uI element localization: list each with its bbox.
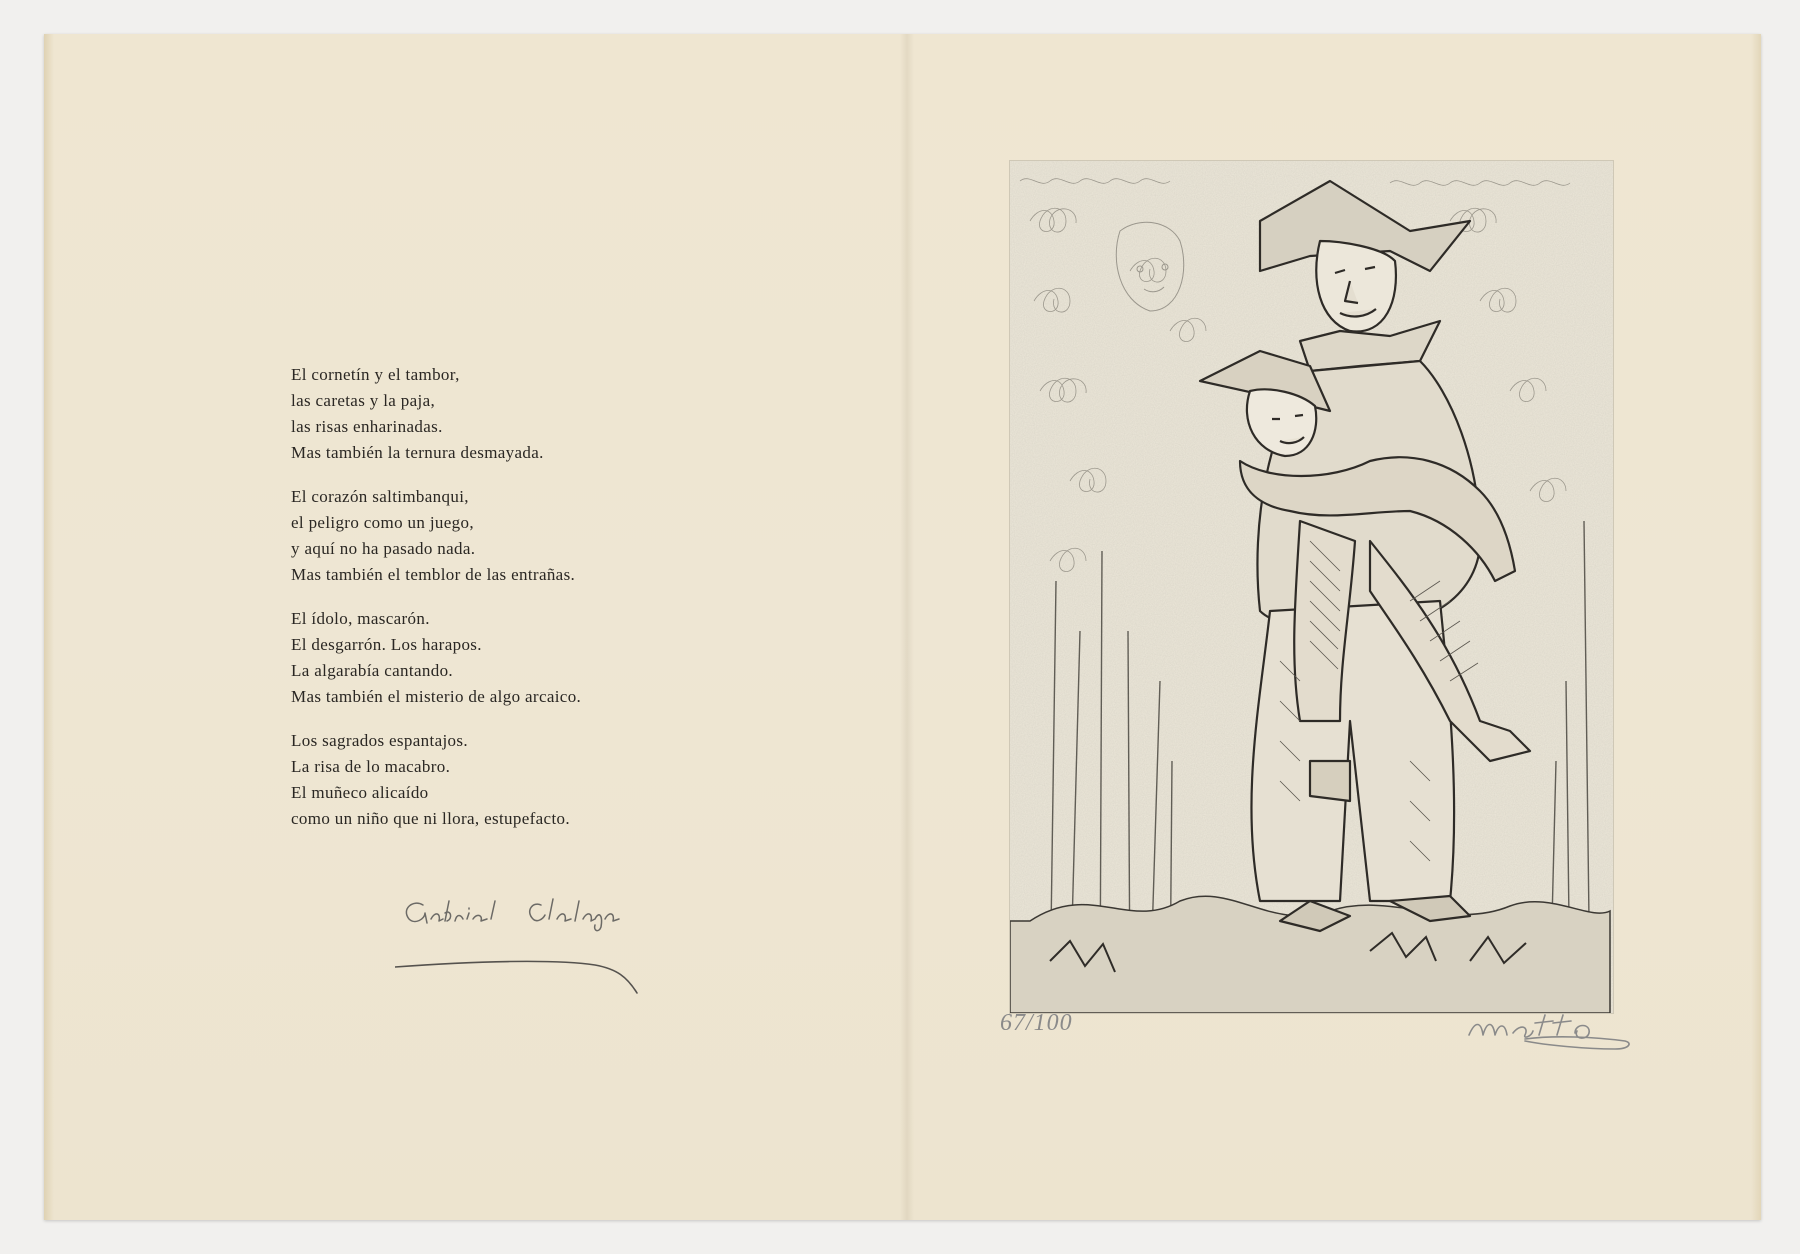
etching-drawing xyxy=(1010,161,1613,1013)
signature-underline xyxy=(395,961,637,993)
poem-stanza-3 xyxy=(291,606,731,710)
poem-text xyxy=(291,362,731,850)
poem-line: El desgarrón. Los harapos. xyxy=(291,635,482,654)
artist-signature xyxy=(1465,1005,1635,1057)
poem-line: y aquí no ha pasado nada. xyxy=(291,539,476,558)
poem-line: El ídolo, mascarón. xyxy=(291,609,430,628)
poem-line: El cornetín y el tambor, xyxy=(291,365,460,384)
poem-line: Mas también la ternura desmayada. xyxy=(291,443,544,462)
poem-line: las caretas y la paja, xyxy=(291,391,436,410)
poem-line: las risas enharinadas. xyxy=(291,417,443,436)
poet-signature-drawing xyxy=(395,875,735,1025)
poem-stanza-1 xyxy=(291,362,731,466)
poem-stanza-2 xyxy=(291,484,731,588)
right-deckle-edge xyxy=(1751,34,1761,1220)
poem-line: La risa de lo macabro. xyxy=(291,757,451,776)
left-deckle-edge xyxy=(44,34,54,1220)
book-gutter xyxy=(900,34,914,1220)
poem-line: Mas también el temblor de las entrañas. xyxy=(291,565,576,584)
poem-line: El corazón saltimbanqui, xyxy=(291,487,469,506)
poet-signature xyxy=(395,875,735,1025)
etching-illustration xyxy=(1009,160,1614,1014)
poem-line: La algarabía cantando. xyxy=(291,661,454,680)
poem-line: el peligro como un juego, xyxy=(291,513,474,532)
poem-stanza-4 xyxy=(291,728,731,832)
poem-line: Mas también el misterio de algo arcaico. xyxy=(291,687,582,706)
poem-line: Los sagrados espantajos. xyxy=(291,731,468,750)
edition-number: 67/100 xyxy=(1000,1010,1073,1036)
poem-line: El muñeco alicaído xyxy=(291,783,429,802)
poem-line: como un niño que ni llora, estupefacto. xyxy=(291,809,570,828)
artist-signature-drawing xyxy=(1465,1005,1635,1057)
